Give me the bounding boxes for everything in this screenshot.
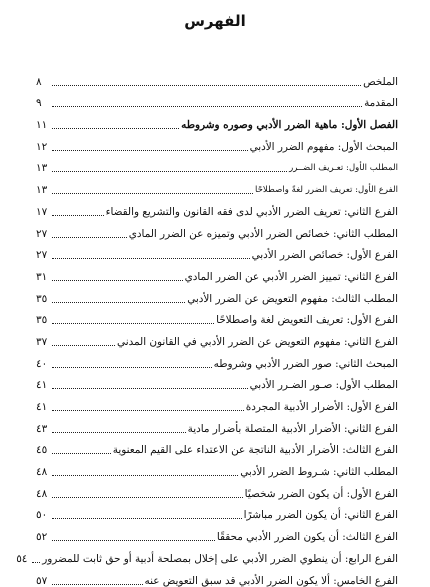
toc-entry-label: الفرع الرابع: أن ينطوي الضرر الأدبي على إخلال بمصلحة أدبية أو حق ثابت للمضرور xyxy=(42,552,398,565)
toc-entry-label: الفرع الخامس: ألا يكون الضرر الأدبي قد سبق التعويض عنه xyxy=(144,574,398,587)
toc-entry xyxy=(36,500,398,522)
dot-leader xyxy=(52,150,248,151)
dot-leader xyxy=(52,518,242,519)
toc-entry xyxy=(36,391,398,413)
toc-entry-label: الملخص xyxy=(363,75,398,88)
toc-entry xyxy=(36,66,398,88)
dot-leader xyxy=(52,584,143,585)
dot-leader xyxy=(52,323,214,324)
toc-entry-label: الفرع الثاني: أن يكون الضرر مباشرًا xyxy=(243,509,398,522)
toc-entry-page-number: ٤٨ xyxy=(36,487,48,500)
toc-entry xyxy=(36,174,398,196)
toc-entry xyxy=(36,435,398,457)
toc-entry xyxy=(36,478,398,500)
toc-entry-page-number: ١٧ xyxy=(36,205,48,218)
dot-leader xyxy=(52,345,115,346)
toc-entry-page-number: ٤٥ xyxy=(36,444,48,457)
toc-entry-label: الفرع الثاني: تمييز الضرر الأدبي عن الضرر المادي xyxy=(184,270,398,283)
toc-entry-page-number: ١٢ xyxy=(36,140,48,153)
toc-entry-label: المبحث الثاني: صور الضرر الأدبي وشروطه xyxy=(213,357,398,370)
toc-entry-label: المبحث الأول: مفهوم الضرر الأدبي xyxy=(249,140,398,153)
toc-entry-page-number: ٤٨ xyxy=(36,466,48,479)
dot-leader xyxy=(52,215,104,216)
toc-entry-page-number: ٣٥ xyxy=(36,292,48,305)
dot-leader xyxy=(52,367,212,368)
dot-leader xyxy=(52,302,185,303)
toc-entry-label: الفرع الأول: تعريف التعويض لغة واصطلاحًا xyxy=(216,314,398,327)
dot-leader xyxy=(52,497,243,498)
toc-entry xyxy=(36,565,398,587)
toc-entry-label: الفرع الأول: الأضرار الأدبية المجردة xyxy=(245,401,398,413)
toc-entry-label: المقدمة xyxy=(364,97,398,110)
dot-leader xyxy=(32,562,40,563)
toc-entry-label: الفرع الأول: أن يكون الضرر شخصيًا xyxy=(244,487,398,500)
toc-entry-label: المطلب الأول: تعـريف الضــرر xyxy=(289,163,398,174)
toc-entry xyxy=(36,88,398,110)
toc-entry-page-number: ٤٠ xyxy=(36,357,48,370)
toc-entry xyxy=(36,240,398,262)
toc-entry xyxy=(36,261,398,283)
toc-entry-page-number: ٣٧ xyxy=(36,335,48,348)
toc-entry xyxy=(36,456,398,478)
dot-leader xyxy=(52,540,215,541)
table-of-contents xyxy=(16,66,398,587)
toc-entry-page-number: ٥٠ xyxy=(36,509,48,522)
toc-entry xyxy=(36,326,398,348)
toc-entry-page-number: ٤١ xyxy=(36,379,48,392)
toc-entry-label: المطلب الثالث: مفهوم التعويض عن الضرر الأدبي xyxy=(187,292,398,305)
dot-leader xyxy=(52,171,287,172)
dot-leader xyxy=(52,237,127,238)
dot-leader xyxy=(52,258,250,259)
toc-entry-page-number: ٥٢ xyxy=(36,531,48,544)
toc-entry-page-number: ١٣ xyxy=(36,162,48,175)
toc-entry-label: الفرع الثالث: الأضرار الأدبية الناتجة عن الاعتداء على القيم المعنوية xyxy=(112,444,398,457)
dot-leader xyxy=(52,432,186,433)
dot-leader xyxy=(52,475,238,476)
toc-entry xyxy=(36,305,398,327)
toc-entry-page-number: ٤٣ xyxy=(36,422,48,435)
dot-leader xyxy=(52,106,362,107)
toc-entry xyxy=(36,218,398,240)
dot-leader xyxy=(52,280,183,281)
dot-leader xyxy=(52,453,111,454)
toc-entry xyxy=(36,109,398,131)
toc-entry xyxy=(16,543,398,565)
dot-leader xyxy=(52,85,361,86)
toc-entry-page-number: ٩ xyxy=(36,97,42,110)
toc-entry-page-number: ١١ xyxy=(36,119,48,132)
dot-leader xyxy=(52,193,253,194)
toc-entry-label: الفرع الثاني: الأضرار الأدبية المتصلة بأضرار مادية xyxy=(187,422,398,435)
toc-entry xyxy=(36,153,398,175)
toc-entry-label: الفرع الثاني: تعريف الضرر الأدبي لدى فقه القانون والتشريع والقضاء xyxy=(105,205,398,218)
dot-leader xyxy=(52,410,244,411)
toc-entry xyxy=(36,521,398,543)
toc-entry-label: الفرع الثالث: أن يكون الضرر الأدبي محققًا xyxy=(216,531,398,544)
toc-entry-label: المطلب الأول: صـور الضـرر الأدبي xyxy=(249,379,398,392)
toc-entry-label: المطلب الثاني: شـروط الضرر الأدبي xyxy=(240,466,398,479)
toc-entry-page-number: ٨ xyxy=(36,75,42,88)
toc-entry-page-number: ٥٧ xyxy=(36,574,48,587)
toc-entry-label: الفصل الأول: ماهية الضرر الأدبي وصوره وشروطه xyxy=(181,119,398,132)
toc-entry xyxy=(36,370,398,392)
dot-leader xyxy=(52,388,248,389)
toc-entry-label: الفرع الأول: تعريف الضرر لغةً واصطلاحًا xyxy=(254,185,398,196)
toc-entry-page-number: ٣١ xyxy=(36,270,48,283)
toc-entry xyxy=(36,413,398,435)
toc-entry-page-number: ٢٧ xyxy=(36,227,48,240)
toc-entry xyxy=(36,348,398,370)
toc-entry-page-number: ٤١ xyxy=(36,401,48,413)
toc-entry-page-number: ٥٤ xyxy=(16,552,28,565)
dot-leader xyxy=(52,128,179,129)
page-title: الفهرس xyxy=(184,12,246,30)
toc-entry-page-number: ١٣ xyxy=(36,184,48,197)
toc-entry-page-number: ٢٧ xyxy=(36,249,48,262)
toc-entry-label: الفرع الأول: خصائص الضرر الأدبي xyxy=(251,249,398,262)
toc-entry xyxy=(36,131,398,153)
toc-entry-page-number: ٣٥ xyxy=(36,314,48,327)
toc-entry xyxy=(36,283,398,305)
toc-entry xyxy=(36,196,398,218)
toc-entry-label: الفرع الثاني: مفهوم التعويض عن الضرر الأدبي في القانون المدني xyxy=(117,335,398,348)
toc-entry-label: المطلب الثاني: خصائص الضرر الأدبي وتميزه عن الضرر المادي xyxy=(128,227,398,240)
